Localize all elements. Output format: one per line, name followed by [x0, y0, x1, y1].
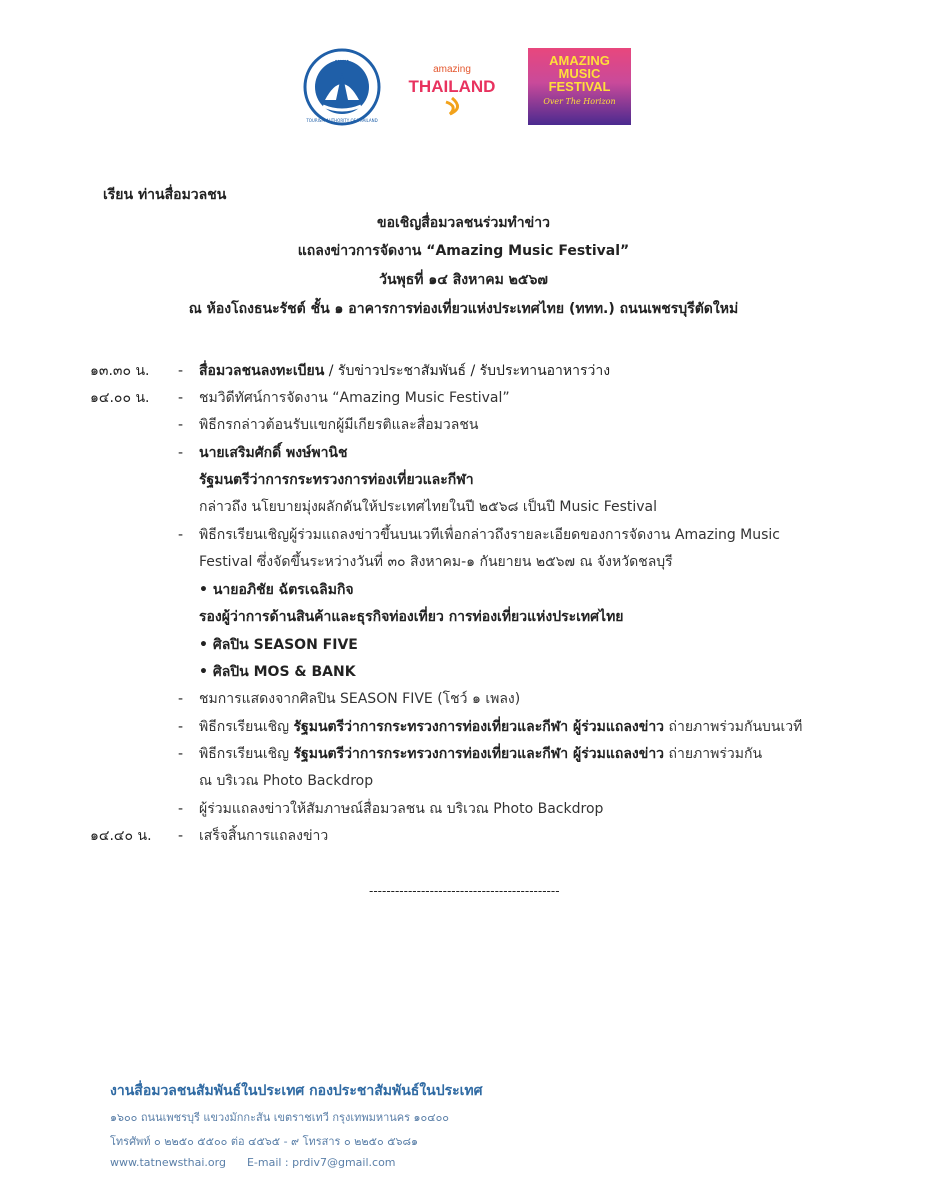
- schedule-row: [0, 741, 927, 767]
- schedule-row: [0, 632, 927, 658]
- schedule-time: ๑๓.๓๐ น.: [90, 363, 150, 379]
- bullet-dash: -: [178, 719, 184, 735]
- separator-line: --------------------------------------------: [369, 884, 560, 898]
- schedule-item: กล่าวถึง นโยบายมุ่งผลักดันให้ประเทศไทยในปี ๒๕๖๘ เป็นปี Music Festival: [199, 499, 658, 515]
- schedule-row: [0, 549, 927, 575]
- schedule-item: เสร็จสิ้นการแถลงข่าว: [199, 828, 329, 844]
- bullet-dash: -: [178, 390, 184, 406]
- schedule-row: [0, 494, 927, 520]
- schedule-item: สื่อมวลชนลงทะเบียน / รับข่าวประชาสัมพันธ์ / รับประทานอาหารว่าง: [199, 363, 611, 379]
- schedule-row: [0, 412, 927, 438]
- artist-name: • ศิลปิน SEASON FIVE: [199, 637, 358, 653]
- schedule-item: ชมการแสดงจากศิลปิน SEASON FIVE (โชว์ ๑ เพลง): [199, 691, 521, 707]
- speaker-name: นายเสริมศักดิ์ พงษ์พานิช: [199, 445, 348, 461]
- schedule-item: พิธีกรเรียนเชิญ รัฐมนตรีว่าการกระทรวงการท่องเที่ยวและกีฬา ผู้ร่วมแถลงข่าว ถ่ายภาพร่วมกัน: [199, 746, 763, 762]
- website-link[interactable]: www.tatnewsthai.org: [110, 1156, 226, 1169]
- schedule-row: [0, 714, 927, 740]
- schedule-item: พิธีกรเรียนเชิญ รัฐมนตรีว่าการกระทรวงการท่องเที่ยวและกีฬา ผู้ร่วมแถลงข่าว ถ่ายภาพร่วมกันบนเวที: [199, 719, 803, 735]
- schedule-row: [0, 385, 927, 411]
- schedule-item: พิธีกรกล่าวต้อนรับแขกผู้มีเกียรติและสื่อมวลชน: [199, 417, 479, 433]
- schedule-item: ณ บริเวณ Photo Backdrop: [199, 773, 374, 789]
- bullet-dash: -: [178, 746, 184, 762]
- bullet-dash: -: [178, 363, 184, 379]
- bullet-dash: -: [178, 527, 184, 543]
- schedule-time: ๑๔.๔๐ น.: [90, 828, 152, 844]
- invitation-title: ขอเชิญสื่อมวลชนร่วมทำข่าว: [377, 215, 550, 231]
- footer-contact: [110, 1156, 810, 1169]
- schedule-row: [0, 467, 927, 493]
- svg-text:TOURISM AUTHORITY OF THAILAND: TOURISM AUTHORITY OF THAILAND: [306, 118, 378, 123]
- schedule-row: [0, 440, 927, 466]
- event-title: แถลงข่าวการจัดงาน “Amazing Music Festival”: [297, 243, 630, 259]
- schedule-item: ผู้ร่วมแถลงข่าวให้สัมภาษณ์สื่อมวลชน ณ บริเวณ Photo Backdrop: [199, 801, 604, 817]
- svg-text:amazing: amazing: [433, 64, 471, 75]
- speaker-name: • นายอภิชัย ฉัตรเฉลิมกิจ: [199, 582, 354, 598]
- schedule-row: [0, 686, 927, 712]
- bullet-dash: -: [178, 801, 184, 817]
- footer-address: ๑๖๐๐ ถนนเพชรบุรี แขวงมักกะสัน เขตราชเทวี กรุงเทพมหานคร ๑๐๔๐๐: [110, 1111, 449, 1124]
- amazing-thailand-logo: [402, 56, 502, 118]
- schedule-item: ชมวิดีทัศน์การจัดงาน “Amazing Music Festival”: [199, 390, 510, 406]
- schedule-row: [0, 768, 927, 794]
- event-venue: ณ ห้องโถงธนะรัชต์ ชั้น ๑ อาคารการท่องเที่ยวแห่งประเทศไทย (ททท.) ถนนเพชรบุรีตัดใหม่: [188, 301, 739, 317]
- tat-logo: [303, 48, 381, 126]
- schedule-item: พิธีกรเรียนเชิญผู้ร่วมแถลงข่าวขึ้นบนเวทีเพื่อกล่าวถึงรายละเอียดของการจัดงาน Amazing Music: [199, 527, 780, 543]
- schedule-row: [0, 659, 927, 685]
- footer-department: งานสื่อมวลชนสัมพันธ์ในประเทศ กองประชาสัมพันธ์ในประเทศ: [110, 1083, 483, 1099]
- logo-bar: [0, 44, 927, 134]
- schedule-row: [0, 796, 927, 822]
- schedule-row: [0, 604, 927, 630]
- footer: [110, 1080, 810, 1169]
- event-date: วันพุธที่ ๑๔ สิงหาคม ๒๕๖๗: [379, 272, 548, 288]
- email-link[interactable]: E-mail : prdiv7@gmail.com: [246, 1156, 396, 1169]
- speaker-title: รองผู้ว่าการด้านสินค้าและธุรกิจท่องเที่ยว การท่องเที่ยวแห่งประเทศไทย: [199, 609, 624, 625]
- amazing-music-festival-logo: AMAZING MUSIC FESTIVAL Over The Horizon: [528, 48, 631, 125]
- schedule-item: Festival ซึ่งจัดขึ้นระหว่างวันที่ ๓๐ สิงหาคม-๑ กันยายน ๒๕๖๗ ณ จังหวัดชลบุรี: [199, 554, 673, 570]
- schedule-row: [0, 577, 927, 603]
- schedule-row: [0, 823, 927, 849]
- bullet-dash: -: [178, 445, 184, 461]
- svg-text:THAILAND: THAILAND: [408, 77, 496, 96]
- footer-phone: โทรศัพท์ ๐ ๒๒๕๐ ๕๕๐๐ ต่อ ๔๕๖๕ - ๙ โทรสาร ๐ ๒๒๕๐ ๕๖๘๑: [110, 1135, 418, 1148]
- schedule-row: [0, 522, 927, 548]
- schedule-row: [0, 358, 927, 384]
- bullet-dash: -: [178, 691, 184, 707]
- bullet-dash: -: [178, 417, 184, 433]
- schedule-time: ๑๔.๐๐ น.: [90, 390, 150, 406]
- bullet-dash: -: [178, 828, 184, 844]
- speaker-title: รัฐมนตรีว่าการกระทรวงการท่องเที่ยวและกีฬา: [199, 472, 474, 488]
- salutation: เรียน ท่านสื่อมวลชน: [103, 187, 227, 203]
- artist-name: • ศิลปิน MOS & BANK: [199, 664, 356, 680]
- svg-text:ททท: ททท: [335, 58, 349, 66]
